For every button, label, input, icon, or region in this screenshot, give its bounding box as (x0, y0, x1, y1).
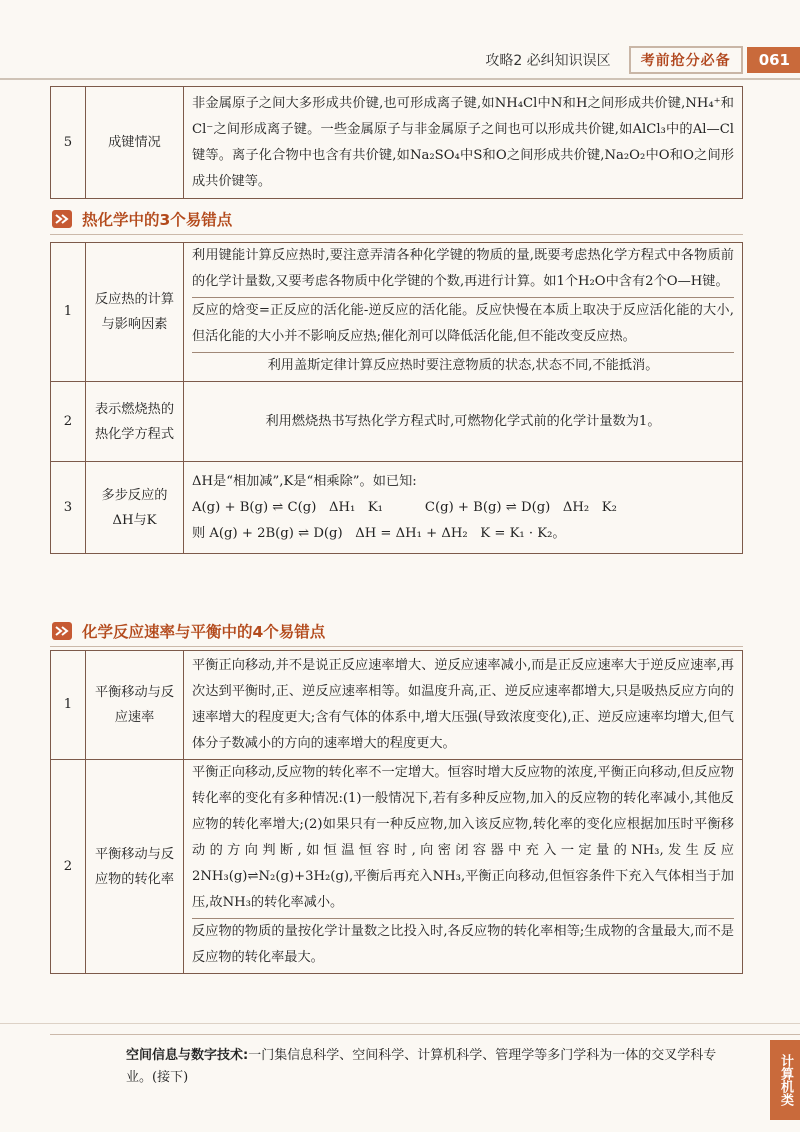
row-title: 多步反应的ΔH与K (86, 462, 184, 554)
bonding-table (50, 86, 743, 199)
page-footer (50, 1034, 800, 1094)
header-guide: 攻略2 必纠知识误区 (485, 53, 611, 69)
row-number: 3 (51, 462, 86, 554)
header-divider (0, 78, 800, 80)
row-title: 平衡移动与反应速率 (86, 651, 184, 760)
section-heading-kinetics (52, 620, 325, 642)
footer-divider (0, 1023, 800, 1024)
formula-line: 则 A(g) + 2B(g) ⇌ D(g) ΔH = ΔH₁ + ΔH₂ K = K₁ · K₂。 (192, 525, 566, 541)
section-title: 化学反应速率与平衡中的4个易错点 (82, 623, 326, 641)
footer-text: 一门集信息科学、空间科学、计算机科学、管理学等多门学科为一体的交叉学科专业。(接下) (126, 1048, 717, 1085)
table-row (51, 760, 743, 974)
double-arrow-icon (52, 622, 72, 640)
row-title: 反应热的计算与影响因素 (86, 243, 184, 382)
kinetics-table (50, 650, 743, 974)
footer-term: 空间信息与数字技术: (126, 1048, 249, 1063)
section-heading-thermochem (52, 208, 232, 230)
section-divider (50, 234, 743, 235)
row-number: 2 (51, 382, 86, 462)
row-subpoint: 反应的焓变=正反应的活化能-逆反应的活化能。反应快慢在本质上取决于反应活化能的大小,但活化能的大小并不影响反应热;催化剂可以降低活化能,但不能改变反应热。 (192, 298, 734, 353)
table-row (51, 382, 743, 462)
row-title: 成键情况 (86, 87, 184, 199)
table-row (51, 243, 743, 382)
row-number: 5 (51, 87, 86, 199)
row-title: 平衡移动与反应物的转化率 (86, 760, 184, 974)
row-subpoint: 平衡正向移动,反应物的转化率不一定增大。恒容时增大反应物的浓度,平衡正向移动,但反应物转化率的变化有多种情况:(1)一般情况下,若有多种反应物,加入的反应物的转化率减小,其他反应物的转化率增大;(2)如果只有一种反应物,加入该反应物,转化率的变化应根据加压时平衡移动的方向判断,如恒温恒容时,向密闭容器中充入一定量的NH₃,发生反应2NH₃(g)⇌N₂(g)+3H₂(g),平衡后再充入NH₃,平衡正向移动,但恒容条件下充入气体相当于加压,故NH₃的转化率减小。 (192, 760, 734, 919)
header-badge: 考前抢分必备 (629, 46, 743, 74)
row-number: 2 (51, 760, 86, 974)
section-divider (50, 646, 743, 647)
row-subpoint: 利用盖斯定律计算反应热时要注意物质的状态,状态不同,不能抵消。 (267, 358, 659, 373)
page-header (400, 44, 800, 76)
row-content (184, 760, 743, 974)
page-number: 061 (747, 47, 800, 73)
row-content: 非金属原子之间大多形成共价键,也可形成离子键,如NH₄Cl中N和H之间形成共价键,NH₄⁺和Cl⁻之间形成离子键。一些金属原子与非金属原子之间也可以形成共价键,如AlCl₃中的Al—Cl键等。离子化合物中也含有共价键,如Na₂SO₄中S和O之间形成共价键,Na₂O₂中O和O之间形成共价键等。 (184, 87, 743, 199)
footer-note (50, 1045, 800, 1089)
section-title: 热化学中的3个易错点 (82, 211, 233, 229)
row-number: 1 (51, 651, 86, 760)
row-content (184, 462, 743, 554)
footer-category-tab: 计算机类 (770, 1040, 800, 1120)
row-content: 利用燃烧热书写热化学方程式时,可燃物化学式前的化学计量数为1。 (184, 382, 743, 462)
row-content: 平衡正向移动,并不是说正反应速率增大、逆反应速率减小,而是正反应速率大于逆反应速率,再次达到平衡时,正、逆反应速率相等。如温度升高,正、逆反应速率都增大,只是吸热反应方向的速率增大的程度更大;含有气体的体系中,增大压强(导致浓度变化),正、逆反应速率均增大,但气体分子数减小的方向的速率增大的程度更大。 (184, 651, 743, 760)
table-row (51, 87, 743, 199)
formula-line: ΔH是“相加减”,K是“相乘除”。如已知: (192, 473, 417, 489)
row-subpoint: 利用键能计算反应热时,要注意弄清各种化学键的物质的量,既要考虑热化学方程式中各物质前的化学计量数,又要考虑各物质中化学键的个数,再进行计算。如1个H₂O中含有2个O—H键。 (192, 243, 734, 298)
row-number: 1 (51, 243, 86, 382)
row-subpoint: 反应物的物质的量按化学计量数之比投入时,各反应物的转化率相等;生成物的含量最大,而不是反应物的转化率最大。 (192, 924, 734, 965)
row-content (184, 243, 743, 382)
row-title: 表示燃烧热的热化学方程式 (86, 382, 184, 462)
formula-line: A(g) + B(g) ⇌ C(g) ΔH₁ K₁ C(g) + B(g) ⇌ D(g) ΔH₂ K₂ (192, 499, 617, 515)
table-row (51, 462, 743, 554)
double-arrow-icon (52, 210, 72, 228)
table-row (51, 651, 743, 760)
thermochem-table (50, 242, 743, 554)
